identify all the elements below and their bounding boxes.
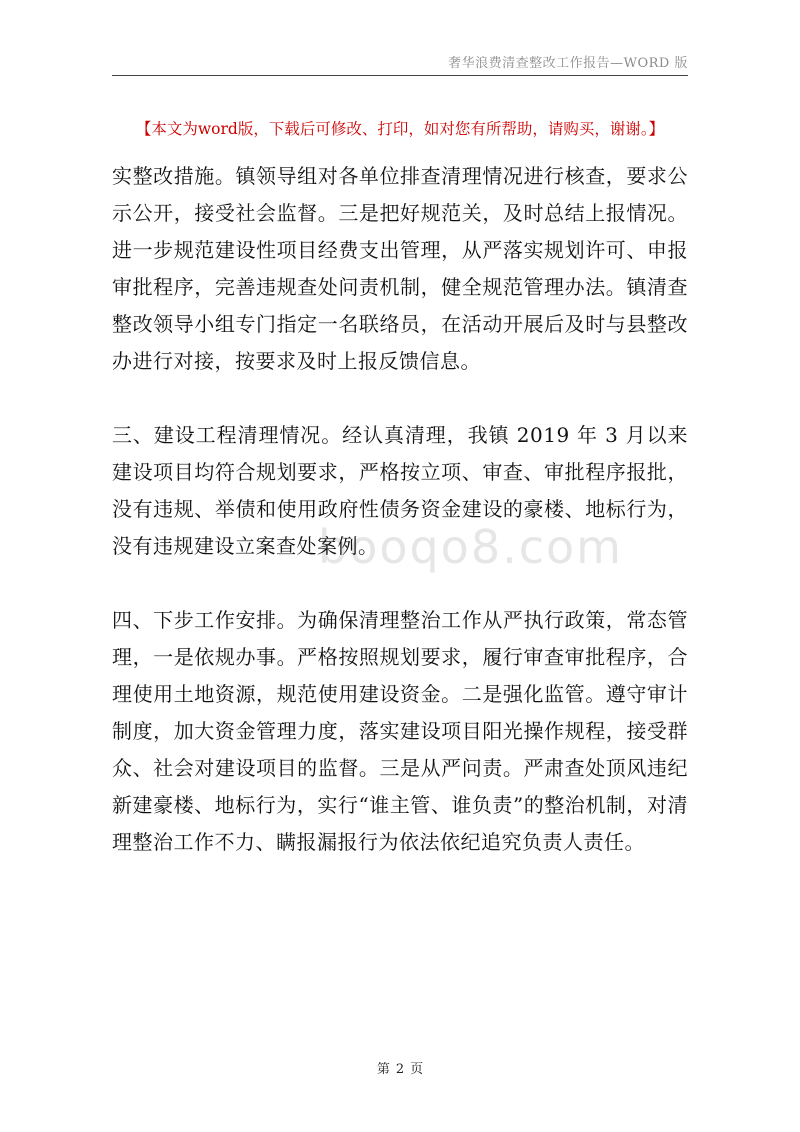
page-suffix: 页: [410, 1062, 424, 1077]
paragraph-continued: 实整改措施。镇领导组对各单位排查清理情况进行核查，要求公示公开，接受社会监督。三是把好规范关，及时总结上报情况。进一步规范建设性项目经费支出管理，从严落实规划许可、申报审批程序，完善违规查处问责机制，健全规范管理办法。镇清查整改领导小组专门指定一名联络员，在活动开展后及时与县整改办进行对接，按要求及时上报反馈信息。: [112, 164, 688, 373]
running-header: 奢华浪费清查整改工作报告—WORD 版: [448, 56, 688, 71]
paragraph-next-steps: 四、下步工作安排。为确保清理整治工作从严执行政策，常态管理，一是依规办事。严格按照规划要求，履行审查审批程序，合理使用土地资源，规范使用建设资金。二是强化监管。遵守审计制度，加大资金管理力度，落实建设项目阳光操作规程，接受群众、社会对建设项目的监督。三是从严问责。严肃查处顶风违纪新建豪楼、地标行为，实行“谁主管、谁负责”的整治机制，对清理整治工作不力、瞒报漏报行为依法依纪追究负责人责任。: [112, 608, 688, 854]
page-number: 2: [395, 1062, 405, 1077]
page-prefix: 第: [376, 1062, 390, 1077]
watermark: booqo8.com: [318, 520, 623, 574]
page-footer: [0, 1058, 800, 1077]
document-body: [112, 158, 688, 861]
download-notice: 【本文为word版，下载后可修改、打印，如对您有所帮助，请购买，谢谢。】: [135, 120, 665, 138]
header-divider: [112, 75, 688, 76]
paragraph-construction-cleanup: 三、建设工程清理情况。经认真清理，我镇 2019 年 3 月以来建设项目均符合规划要求，严格按立项、审查、审批程序报批，没有违规、举债和使用政府性债务资金建设的豪楼、地标行为，没有违规建设立案查处案例。: [112, 423, 688, 558]
